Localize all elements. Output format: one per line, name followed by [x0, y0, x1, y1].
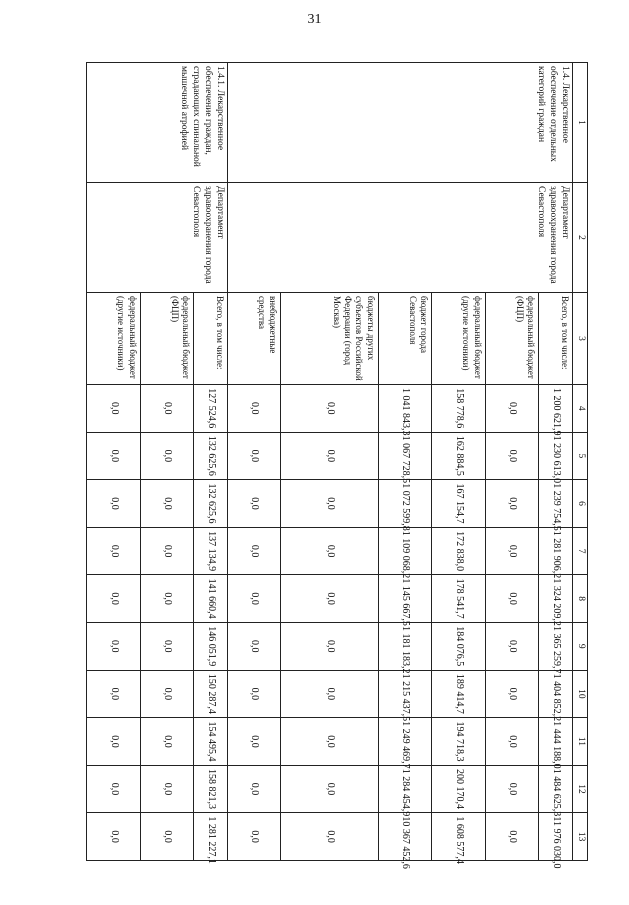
- value-cell: 154 495,4: [193, 718, 227, 766]
- value-cell: 0,0: [227, 765, 280, 813]
- column-number: 1: [573, 63, 588, 183]
- value-cell: 132 625,6: [193, 480, 227, 528]
- value-cell: 1 041 843,3: [378, 385, 431, 433]
- funding-source-cell: внебюджетные средства: [227, 293, 280, 385]
- column-number: 4: [573, 385, 588, 433]
- funding-source-cell: бюджет города Севастополя: [378, 293, 431, 385]
- value-cell: 0,0: [87, 385, 141, 433]
- value-cell: 1 230 613,0: [538, 432, 572, 480]
- funding-source-cell: федеральный бюджет (ФЦП): [140, 293, 193, 385]
- value-cell: 0,0: [281, 575, 378, 623]
- value-cell: 0,0: [281, 432, 378, 480]
- value-cell: 189 414,7: [432, 670, 485, 718]
- value-cell: 0,0: [227, 718, 280, 766]
- value-cell: 0,0: [227, 575, 280, 623]
- value-cell: 0,0: [227, 813, 280, 861]
- column-number: 9: [573, 622, 588, 670]
- value-cell: 0,0: [281, 813, 378, 861]
- value-cell: 1 145 667,5: [378, 575, 431, 623]
- funding-source-cell: Всего, в том числе:: [193, 293, 227, 385]
- funding-source-cell: федеральный бюджет (другие источники): [432, 293, 485, 385]
- value-cell: 0,0: [227, 480, 280, 528]
- value-cell: 167 154,7: [432, 480, 485, 528]
- value-cell: 178 541,7: [432, 575, 485, 623]
- value-cell: 1 109 068,2: [378, 527, 431, 575]
- value-cell: 0,0: [281, 622, 378, 670]
- value-cell: 0,0: [281, 765, 378, 813]
- table-body: [87, 63, 588, 869]
- column-number: 11: [573, 718, 588, 766]
- value-cell: 0,0: [140, 575, 193, 623]
- executor-cell: Департамент здравоохранения города Севастополя: [227, 183, 572, 293]
- column-number: 2: [573, 183, 588, 293]
- value-cell: 0,0: [140, 480, 193, 528]
- value-cell: 0,0: [140, 432, 193, 480]
- value-cell: 10 367 452,6: [378, 813, 431, 861]
- value-cell: 0,0: [485, 718, 538, 766]
- value-cell: 141 660,4: [193, 575, 227, 623]
- value-cell: 0,0: [485, 432, 538, 480]
- value-cell: 0,0: [227, 432, 280, 480]
- value-cell: 1 324 209,2: [538, 575, 572, 623]
- value-cell: 1 608 577,4: [432, 813, 485, 861]
- value-cell: 0,0: [140, 670, 193, 718]
- value-cell: 1 239 754,5: [538, 480, 572, 528]
- value-cell: 127 524,6: [193, 385, 227, 433]
- value-cell: 158 821,3: [193, 765, 227, 813]
- value-cell: 200 170,4: [432, 765, 485, 813]
- value-cell: 0,0: [281, 527, 378, 575]
- event-name-cell: 1.4.1. Лекарственное обеспечение граждан, страдающих спинальной мышечной атрофией: [87, 63, 228, 183]
- funding-source-cell: федеральный бюджет (ФЦП): [485, 293, 538, 385]
- table-rotated-container: [86, 62, 588, 869]
- budget-table: [86, 62, 588, 869]
- value-cell: 137 134,9: [193, 527, 227, 575]
- value-cell: 0,0: [485, 765, 538, 813]
- column-number: 3: [573, 293, 588, 385]
- value-cell: 1 215 437,5: [378, 670, 431, 718]
- table-row: [193, 63, 227, 861]
- value-cell: 146 051,9: [193, 622, 227, 670]
- column-number: 13: [573, 813, 588, 861]
- value-cell: 0,0: [140, 813, 193, 861]
- value-cell: 0,0: [485, 670, 538, 718]
- value-cell: 1 200 621,9: [538, 385, 572, 433]
- value-cell: 0,0: [485, 575, 538, 623]
- value-cell: 0,0: [227, 622, 280, 670]
- column-number-row: [573, 63, 588, 861]
- value-cell: 0,0: [281, 670, 378, 718]
- value-cell: 0,0: [281, 385, 378, 433]
- value-cell: 0,0: [87, 432, 141, 480]
- value-cell: 1 404 852,2: [538, 670, 572, 718]
- column-number: 7: [573, 527, 588, 575]
- event-name-cell: 1.4. Лекарственное обеспечение отдельных категорий граждан: [227, 63, 572, 183]
- value-cell: 0,0: [140, 527, 193, 575]
- value-cell: 184 076,5: [432, 622, 485, 670]
- page-number: 31: [307, 12, 322, 27]
- column-number: 8: [573, 575, 588, 623]
- value-cell: 0,0: [281, 718, 378, 766]
- value-cell: 0,0: [485, 480, 538, 528]
- value-cell: 0,0: [87, 480, 141, 528]
- value-cell: 1 284 454,9: [378, 765, 431, 813]
- value-cell: 158 778,6: [432, 385, 485, 433]
- value-cell: 0,0: [87, 575, 141, 623]
- value-cell: 1 067 728,5: [378, 432, 431, 480]
- value-cell: 0,0: [87, 718, 141, 766]
- value-cell: 0,0: [281, 480, 378, 528]
- value-cell: 0,0: [485, 813, 538, 861]
- value-cell: 132 625,6: [193, 432, 227, 480]
- value-cell: 0,0: [227, 527, 280, 575]
- funding-source-cell: федеральный бюджет (другие источники): [87, 293, 141, 385]
- value-cell: 0,0: [140, 385, 193, 433]
- value-cell: 0,0: [87, 670, 141, 718]
- value-cell: 0,0: [140, 622, 193, 670]
- executor-cell: Департамент здравоохранения города Севастополя: [87, 183, 228, 293]
- value-cell: 1 072 599,8: [378, 480, 431, 528]
- value-cell: 194 718,3: [432, 718, 485, 766]
- value-cell: 0,0: [227, 385, 280, 433]
- value-cell: 1 281 227,1: [193, 813, 227, 861]
- value-cell: 1 281 906,2: [538, 527, 572, 575]
- value-cell: 0,0: [87, 765, 141, 813]
- value-cell: 0,0: [485, 622, 538, 670]
- value-cell: 1 181 183,2: [378, 622, 431, 670]
- value-cell: 1 444 188,0: [538, 718, 572, 766]
- column-number: 6: [573, 480, 588, 528]
- value-cell: 0,0: [87, 622, 141, 670]
- column-number: 10: [573, 670, 588, 718]
- value-cell: 1 484 625,3: [538, 765, 572, 813]
- table-row: [538, 63, 572, 861]
- value-cell: 1 249 469,7: [378, 718, 431, 766]
- value-cell: 0,0: [227, 670, 280, 718]
- value-cell: 1 365 259,7: [538, 622, 572, 670]
- value-cell: 0,0: [87, 527, 141, 575]
- value-cell: 0,0: [140, 765, 193, 813]
- value-cell: 172 838,0: [432, 527, 485, 575]
- column-number: 12: [573, 765, 588, 813]
- funding-source-cell: Всего, в том числе:: [538, 293, 572, 385]
- funding-source-cell: бюджеты других субъектов Российской Федерации (город Москва): [281, 293, 378, 385]
- value-cell: 0,0: [485, 385, 538, 433]
- value-cell: 0,0: [485, 527, 538, 575]
- column-number: 5: [573, 432, 588, 480]
- value-cell: 150 287,4: [193, 670, 227, 718]
- value-cell: 0,0: [87, 813, 141, 861]
- value-cell: 11 976 030,0: [538, 813, 572, 861]
- value-cell: 162 884,5: [432, 432, 485, 480]
- value-cell: 0,0: [140, 718, 193, 766]
